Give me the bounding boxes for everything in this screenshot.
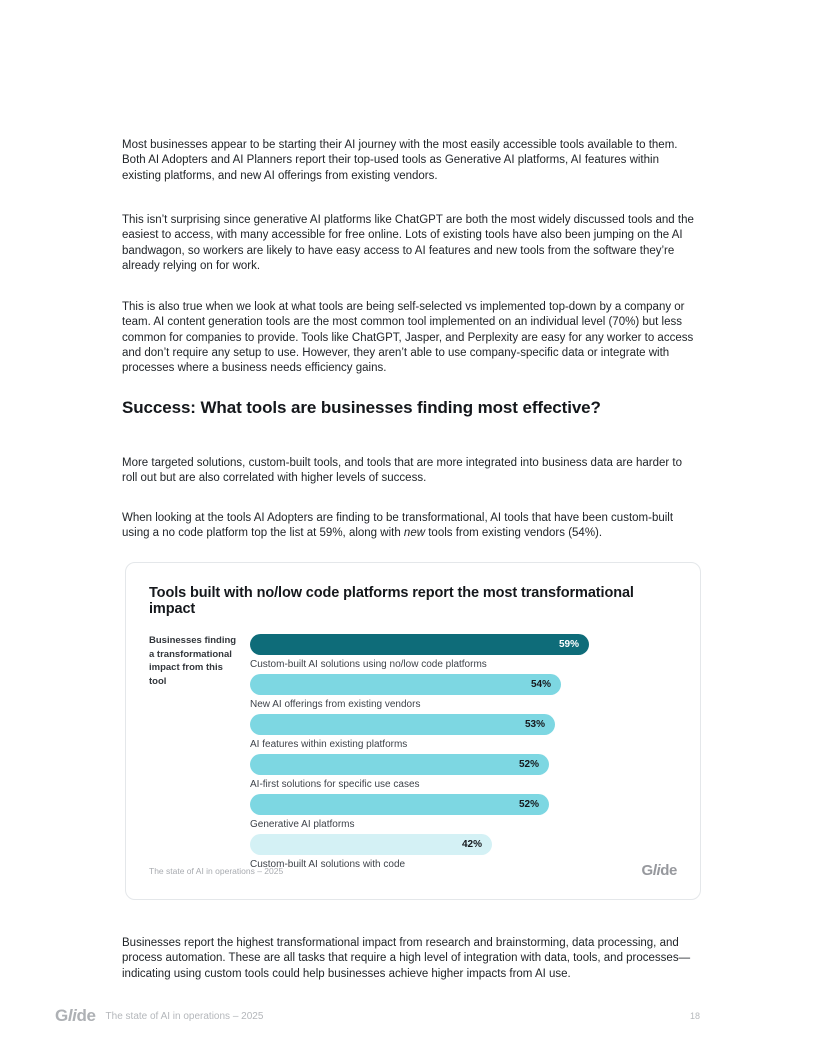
section-heading: Success: What tools are businesses finding most effective? xyxy=(122,398,601,417)
paragraph-targeted-solutions: More targeted solutions, custom-built tools, and tools that are more integrated into business data are harder to roll out but are also correlated with higher levels of success. xyxy=(122,457,682,485)
chart-card-footer xyxy=(149,862,677,879)
chart-card xyxy=(125,562,701,900)
bar-row xyxy=(250,754,677,791)
bar xyxy=(250,794,549,815)
paragraph-transformational xyxy=(122,511,696,542)
bar-category-label: AI-first solutions for specific use cases xyxy=(250,779,420,790)
bar-chart-rows xyxy=(250,634,677,874)
bar-value-label: 42% xyxy=(461,839,482,850)
footer-left-group xyxy=(55,1006,263,1026)
bar-row xyxy=(250,674,677,711)
glide-logo-li: li xyxy=(67,1006,77,1025)
paragraph-transformational-start: When looking at the tools AI Adopters are finding to be transformational, AI tools that have been custom-built using a no code platform top the list at 59%, along with xyxy=(122,512,674,540)
chart-source: The state of AI in operations – 2025 xyxy=(149,865,284,876)
page-footer xyxy=(55,1006,700,1026)
bar xyxy=(250,834,492,855)
bar-category-label: Generative AI platforms xyxy=(250,819,355,830)
bar-category-label: New AI offerings from existing vendors xyxy=(250,699,421,710)
paragraph-self-selected: This is also true when we look at what tools are being self-selected vs implemented top-down by a company or team. AI content generation tools are the most common tool implemented on an individual level (70%) but less common for companies to provide. Tools like ChatGPT, Jasper, and Perplexity are easy for any worker to access and don’t require any setup to use. However, they aren’t able to use company-specific data or integrate with processes where a business needs efficiency gains. xyxy=(122,301,694,375)
glide-logo-g: G xyxy=(55,1006,68,1025)
bar-row xyxy=(250,714,677,751)
page-number: 18 xyxy=(689,1011,700,1021)
bar-category-label: Custom-built AI solutions with code xyxy=(250,859,406,870)
paragraph-transformational-end: tools from existing vendors (54%). xyxy=(425,527,603,540)
bar-value-label: 53% xyxy=(524,719,545,730)
paragraph-conclusion: Businesses report the highest transformational impact from research and brainstorming, data processing, and process automation. These are all tasks that require a high level of integration with data, tools, and processes—indicating using custom tools could help businesses achieve higher impacts from AI use. xyxy=(122,937,691,980)
glide-logo-footer xyxy=(55,1006,96,1026)
bar-row xyxy=(250,794,677,831)
paragraph-chatgpt-access: This isn’t surprising since generative AI platforms like ChatGPT are both the most widely discussed tools and the easiest to access, with many accessible for free online. Lots of existing tools have also been jumping on the AI bandwagon, so workers are likely to have easy access to AI features and new tools from the software they’re already relying on for work. xyxy=(122,214,694,272)
bar-category-label: Custom-built AI solutions using no/low code platforms xyxy=(250,659,487,670)
bar-value-label: 59% xyxy=(558,639,579,650)
bar-row xyxy=(250,634,677,671)
paragraph-intro: Most businesses appear to be starting their AI journey with the most easily accessible tools available to them. Both AI Adopters and AI Planners report their top-used tools as Generative AI platforms, AI features within existing platforms, and new AI offerings from existing vendors. xyxy=(122,139,678,182)
glide-logo-de: de xyxy=(660,862,677,879)
bar xyxy=(250,754,549,775)
bar-value-label: 52% xyxy=(518,759,539,770)
footer-report-title: The state of AI in operations – 2025 xyxy=(105,1010,264,1022)
italic-word-new: new xyxy=(403,527,426,540)
bar-value-label: 54% xyxy=(530,679,551,690)
bar-value-label: 52% xyxy=(518,799,539,810)
bar xyxy=(250,674,561,695)
bar xyxy=(250,634,589,655)
glide-logo-de: de xyxy=(76,1006,96,1025)
bar-category-label: AI features within existing platforms xyxy=(250,739,408,750)
chart-title: Tools built with no/low code platforms report the most transformational impact xyxy=(149,585,634,617)
glide-logo-g: G xyxy=(641,862,653,879)
bar xyxy=(250,714,555,735)
chart-axis-label: Businesses finding a transformational impact from this tool xyxy=(149,635,237,687)
glide-logo-li: li xyxy=(652,862,661,879)
glide-logo xyxy=(641,862,677,879)
bar-chart xyxy=(149,634,677,874)
